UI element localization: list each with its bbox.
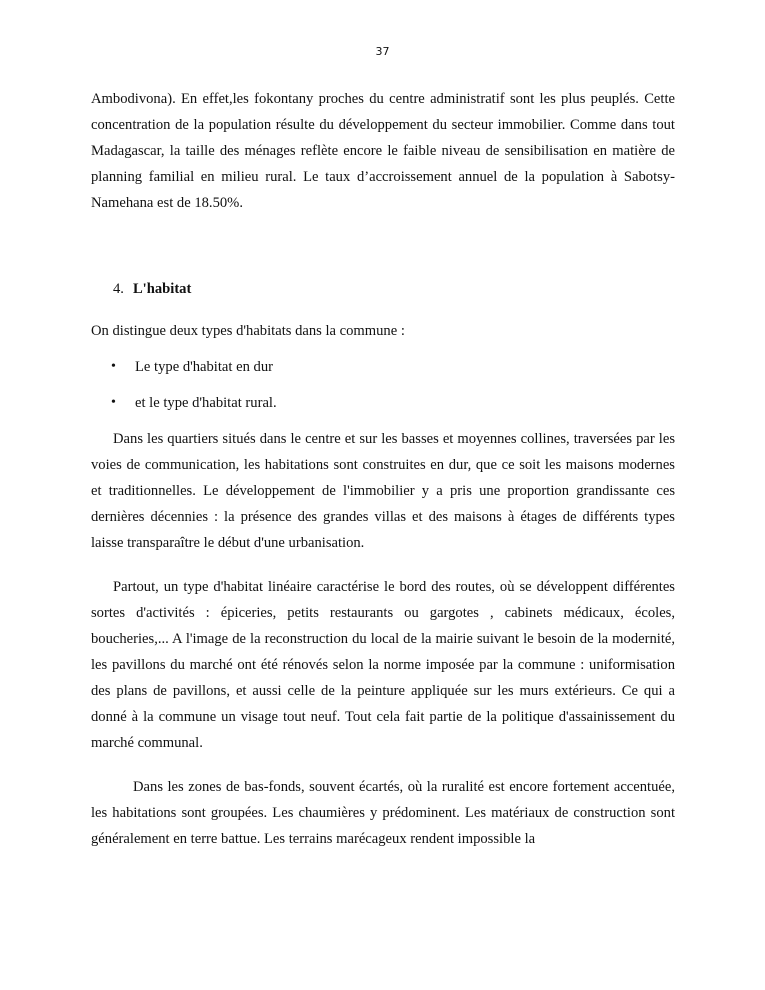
list-item-text: Le type d'habitat en dur [135,359,273,375]
paragraph-rural-habitat: Dans les zones de bas-fonds, souvent écartés, où la ruralité est encore fortement accentuée, les habitations sont groupées. Les chaumières y prédominent. Les matériaux de construction sont généralement en terre battue. Les terrains marécageux rendent impossible la [91,779,675,847]
section-title: L'habitat [132,281,192,297]
paragraph-intro: On distingue deux types d'habitats dans la commune : [91,323,405,339]
page-number: 37 [375,45,390,58]
list-item [91,390,675,416]
document-body [91,86,675,852]
paragraph-linear-habitat: Partout, un type d'habitat linéaire caractérise le bord des routes, où se développent différentes sortes d'activités : épiceries, petits restaurants ou gargotes , cabinets médicaux, écoles, boucheries,... A l'image de la reconstruction du local de la mairie suivant le besoin de la modernité, les pavillons du marché ont été rénovés selon la norme imposée par la commune : uniformisation des plans de pavillons, et aussi celle de la peinture appliquée sur les murs extérieurs. Ce qui a donné à la commune un visage tout neuf. Tout cela fait partie de la politique d'assainissement du marché communal. [91,579,675,751]
paragraph-population: Ambodivona). En effet,les fokontany proches du centre administratif sont les plus peuplés. Cette concentration de la population résulte du développement du secteur immobilier. Comme dans tout Madagascar, la taille des ménages reflète encore le faible niveau de sensibilisation en matière de planning familial en milieu rural. Le taux d’accroissement annuel de la population à Sabotsy-Namehana est de 18.50%. [91,91,675,211]
bullet-icon: • [111,359,116,374]
paragraph-urban-habitat: Dans les quartiers situés dans le centre et sur les basses et moyennes collines, traversées par les voies de communication, les habitations sont construites en dur, que ce soit les maisons modernes et traditionnelles. Le développement de l'immobilier y a pris une proportion grandissante ces dernières décennies : la présence des grandes villas et des maisons à étages de différents types laisse transparaître le début d'une urbanisation. [91,431,675,551]
bullet-icon: • [111,395,116,410]
section-number: 4. [113,281,124,297]
list-item [91,354,675,380]
list-item-text: et le type d'habitat rural. [135,395,277,411]
section-heading [91,276,675,302]
habitat-type-list [91,354,675,416]
